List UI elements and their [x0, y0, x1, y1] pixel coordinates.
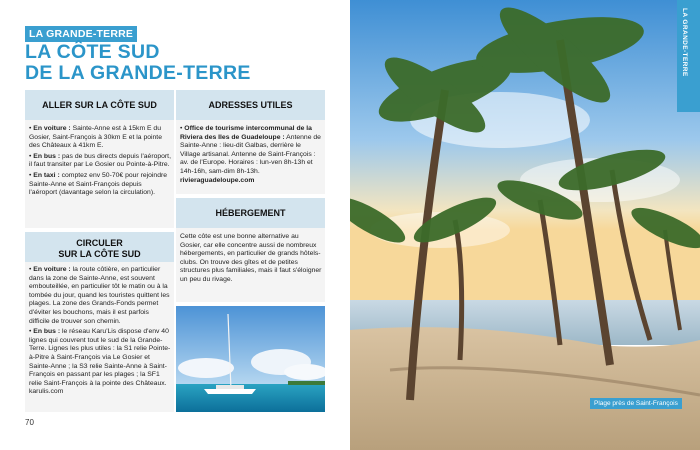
adresses-text: • Office de tourisme intercommunal de la Riviera des Iles de Guadeloupe : Antenne de Sainte-Anne : lieu-dit Galbas, derrière le Village artisanal. Antenne de Saint-François : av. de l'Europe. Horaires : lun-ven 8h-13h et 14h-16h, sam-dim 8h-13h. rivieraguadeloupe.com [180, 125, 321, 184]
aller-item-car: • En voiture : Sainte-Anne est à 15km E du Gosier, Saint-François à 30km E et la pointe des Châteaux à 41km E. [29, 125, 162, 150]
page-title [25, 42, 325, 84]
section-tag: LA GRANDE-TERRE [25, 26, 137, 42]
beach-photo [350, 0, 700, 450]
circuler-item-bus: • En bus : le réseau Karu'Lis dispose d'env 40 lignes qui couvrent tout le sud de la Grande-Terre. Lignes les plus utiles : la S1 relie Pointe-à-Pitre à Saint-François via Le Gosier et Sainte-Anne ; la S3 relie Sainte-Anne à Saint-François en passant par les plages ; la SF1 relie Saint-François à la pointe des Châteaux. karulis.com [29, 328, 171, 396]
hebergement-text: Cette côte est une bonne alternative au Gosier, car elle concentre aussi de nombreux hébergements, en particulier de grands hôtels-clubs. On trouve des gîtes et de petites structures plus familiales, mais il faut s'éloigner un peu du rivage. [180, 233, 322, 283]
circuler-heading [25, 232, 174, 262]
office-name: Office de tourisme intercommunal de la Riviera des Iles de Guadeloupe : [180, 125, 312, 141]
circuler-heading-line-2: SUR LA CÔTE SUD [58, 249, 141, 259]
aller-heading: ALLER SUR LA CÔTE SUD [25, 90, 174, 120]
office-site-link[interactable]: rivieraguadeloupe.com [180, 176, 255, 184]
catamaran-photo [176, 306, 325, 412]
catamaran-image [176, 306, 325, 412]
office-details: Antenne de Sainte-Anne : lieu-dit Galbas, derrière le Village artisanal. Antenne de Saint-François : av. de l'Europe. Horaires : lun-ven 8h-13h et 14h-16h, sam-dim 8h-13h. [180, 133, 321, 175]
circuler-heading-line-1: CIRCULER [76, 238, 123, 248]
adresses-heading: ADRESSES UTILES [176, 90, 325, 120]
photo-caption: Plage près de Saint-François [590, 398, 682, 409]
palm-beach-image [350, 0, 700, 450]
side-tab-label: LA GRANDE-TERRE [681, 8, 688, 77]
chapter-side-tab [677, 0, 700, 112]
hebergement-heading: HÉBERGEMENT [176, 198, 325, 228]
circuler-text [29, 266, 171, 399]
aller-item-taxi: • En taxi : comptez env 50-70€ pour rejoindre Sainte-Anne et Saint-François depuis l'aéroport (davantage selon la circulation). [29, 171, 168, 197]
aller-text [29, 125, 171, 200]
title-line-1: LA CÔTE SUD [25, 41, 160, 63]
page-number: 70 [25, 418, 34, 427]
title-line-2: DE LA GRANDE-TERRE [25, 62, 251, 84]
circuler-item-car: • En voiture : la route côtière, en particulier dans la zone de Sainte-Anne, est souvent embouteillée, en particulier tôt le matin ou à la tombée du jour, quand les touristes quittent les plages. La zone des Grands-Fonds permet d'éviter les bouchons, mais il est parfois difficile de trouver son chemin. [29, 266, 170, 325]
aller-item-bus: • En bus : pas de bus directs depuis l'aéroport, il faut transiter par Le Gosier ou Pointe-à-Pitre. [29, 152, 171, 169]
